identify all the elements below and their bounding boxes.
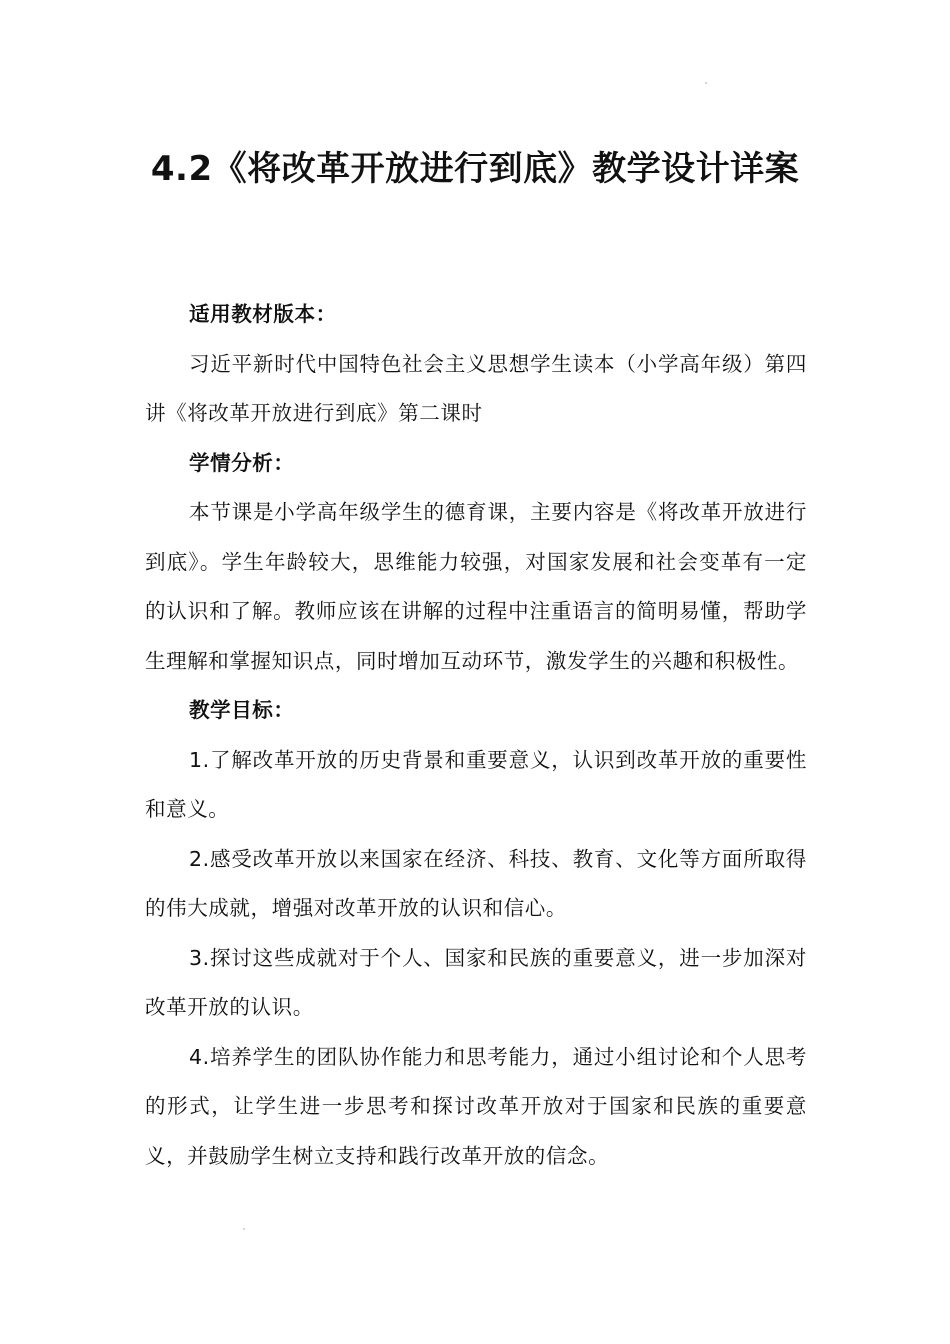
objective-item-2: 2.感受改革开放以来国家在经济、科技、教育、文化等方面所取得的伟大成就，增强对改革开放的认识和信心。: [145, 846, 807, 920]
section-heading-analysis: 学情分析：: [189, 450, 295, 475]
objective-item-1: 1.了解改革开放的历史背景和重要意义，认识到改革开放的重要性和意义。: [145, 747, 807, 821]
section-heading-textbook: 适用教材版本：: [189, 302, 337, 326]
section-content-analysis: 本节课是小学高年级学生的德育课，主要内容是《将改革开放进行到底》。学生年龄较大，思维能力较强，对国家发展和社会变革有一定的认识和了解。教师应该在讲解的过程中注重语言的简明易懂，帮助学生理解和掌握知识点，同时增加互动环节，激发学生的兴趣和积极性。: [145, 500, 807, 673]
section-heading-objectives: 教学目标：: [189, 698, 295, 722]
section-content-textbook: 习近平新时代中国特色社会主义思想学生读本（小学高年级）第四讲《将改革开放进行到底》第二课时: [145, 351, 807, 425]
scan-dot: [243, 1228, 245, 1230]
document-title: 4.2《将改革开放进行到底》教学设计详案: [150, 149, 800, 189]
objective-item-3: 3.探讨这些成就对于个人、国家和民族的重要意义，进一步加深对改革开放的认识。: [145, 945, 807, 1019]
objective-item-4: 4.培养学生的团队协作能力和思考能力，通过小组讨论和个人思考的形式，让学生进一步思考和探讨改革开放对于国家和民族的重要意义，并鼓励学生树立支持和践行改革开放的信念。: [145, 1044, 807, 1168]
document-body: [145, 290, 807, 1181]
scan-dot: [705, 82, 707, 84]
